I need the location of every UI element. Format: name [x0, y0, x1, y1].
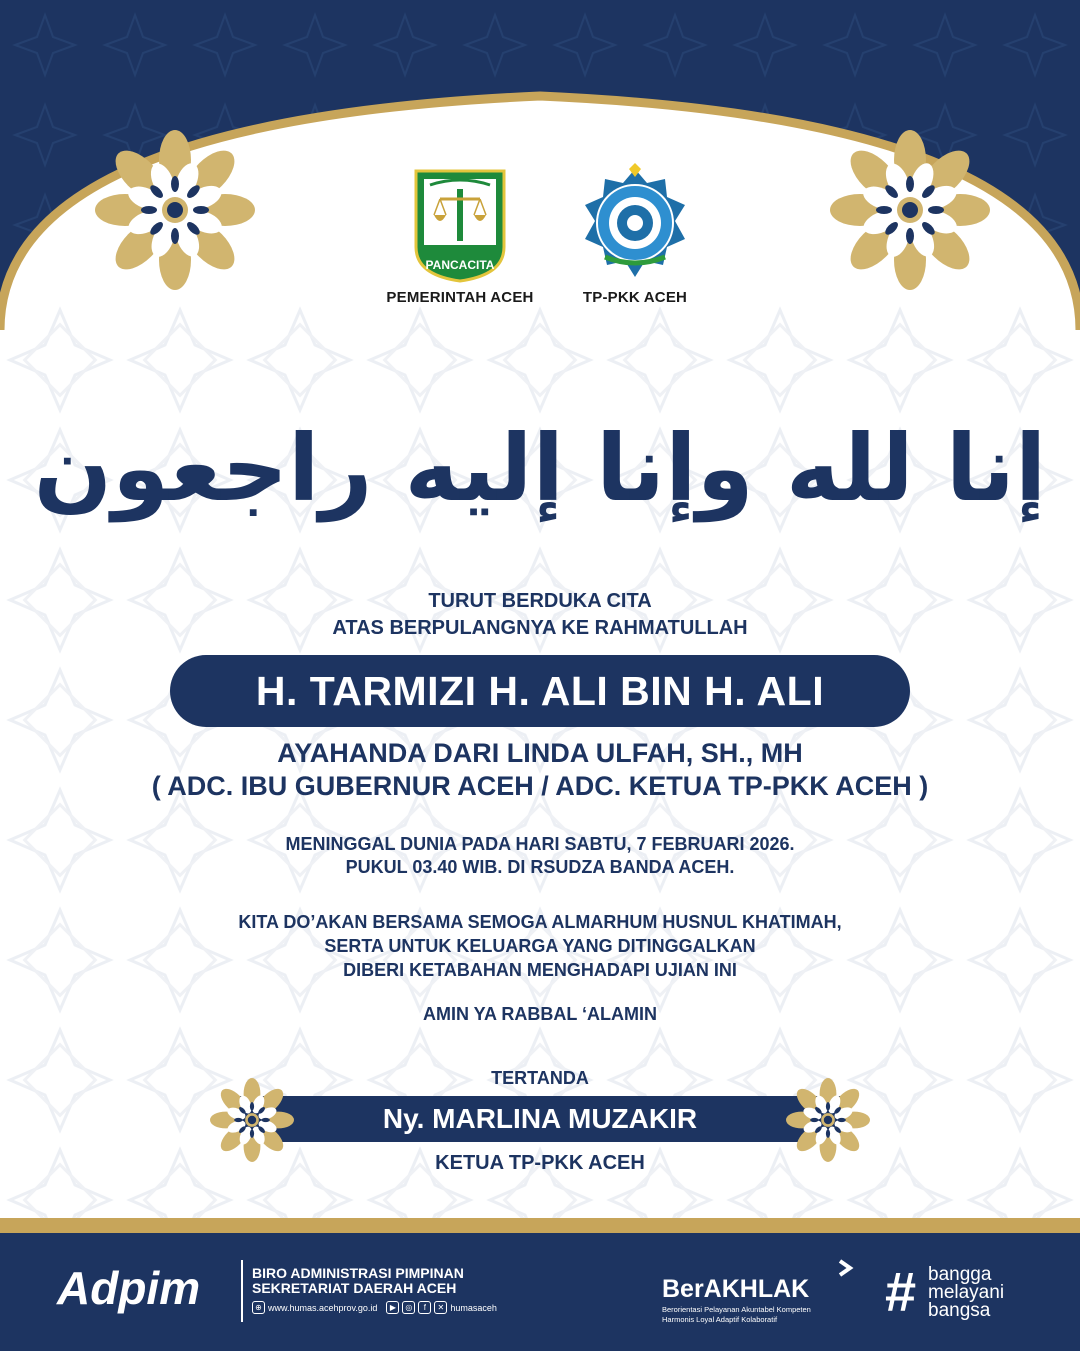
berakhlak-chevron-icon — [836, 1257, 858, 1279]
berakhlak-tagline-2: Harmonis Loyal Adaptif Kolaboratif — [662, 1315, 778, 1324]
tp-pkk-caption: TP-PKK ACEH — [582, 289, 688, 306]
pemerintah-aceh-logo-block — [375, 165, 545, 306]
website-link[interactable]: www.humas.acehprov.go.id — [268, 1302, 378, 1313]
social-row — [252, 1301, 497, 1314]
death-info-line-2: PUKUL 03.40 WIB. DI RSUDZA BANDA ACEH. — [345, 857, 735, 877]
signatory-name-banner: Ny. MARLINA MUZAKIR — [240, 1096, 840, 1142]
youtube-icon[interactable]: ▶ — [386, 1301, 399, 1314]
condolence-line-2: ATAS BERPULANGNYA KE RAHMATULLAH — [332, 617, 748, 639]
biro-line-1: BIRO ADMINISTRASI PIMPINAN — [252, 1265, 464, 1281]
relation-line-1: AYAHANDA DARI LINDA ULFAH, SH., MH — [277, 738, 803, 768]
bangga-line-1: bangga — [928, 1264, 992, 1285]
berakhlak-tagline-1: Berorientasi Pelayanan Akuntabel Kompeten — [662, 1305, 811, 1314]
prayer-line-1: KITA DO’AKAN BERSAMA SEMOGA ALMARHUM HUSNUL KHATIMAH, — [238, 912, 842, 932]
prayer-line-3: DIBERI KETABAHAN MENGHADAPI UJIAN INI — [343, 960, 737, 980]
flower-ornament-icon — [210, 1078, 294, 1162]
istirja-text: إنا لله وإنا إليه راجعون — [33, 415, 1047, 522]
condolence-line-1: TURUT BERDUKA CITA — [428, 590, 652, 612]
facebook-icon[interactable]: f — [418, 1301, 431, 1314]
footer-divider — [241, 1260, 243, 1322]
pancacita-label: PANCACITA — [425, 258, 495, 272]
amin-line: AMIN YA RABBAL ‘ALAMIN — [422, 1004, 657, 1024]
berakhlak-tagline — [662, 1305, 811, 1325]
pemerintah-aceh-caption: PEMERINTAH ACEH — [386, 289, 534, 306]
web-icon[interactable]: ⊕ — [252, 1301, 265, 1314]
relation-line-2: ( ADC. IBU GUBERNUR ACEH / ADC. KETUA TP-PKK ACEH ) — [151, 771, 929, 801]
flower-ornament-icon — [786, 1078, 870, 1162]
bangga-line-3: bangsa — [928, 1300, 991, 1321]
signatory-title: KETUA TP-PKK ACEH — [435, 1152, 645, 1174]
signature-label: TERTANDA — [491, 1068, 589, 1088]
x-icon[interactable]: ✕ — [434, 1301, 447, 1314]
adpim-logo-text: Adpim — [57, 1262, 201, 1314]
flower-ornament-icon — [830, 130, 990, 290]
hashtag-icon: # — [885, 1260, 917, 1323]
berakhlak-logo-text: BerAKHLAK — [662, 1275, 810, 1303]
arabic-calligraphy — [33, 340, 1047, 570]
tp-pkk-logo-block — [560, 165, 710, 306]
flower-ornament-icon — [95, 130, 255, 290]
adpim-logo — [55, 1258, 235, 1318]
death-info-line-1: MENINGGAL DUNIA PADA HARI SABTU, 7 FEBRUARI 2026. — [285, 834, 795, 854]
pancacita-emblem-icon — [410, 165, 510, 283]
social-handle[interactable]: humasaceh — [450, 1302, 497, 1313]
tp-pkk-emblem-icon — [575, 165, 695, 283]
prayer-line-2: SERTA UNTUK KELUARGA YANG DITINGGALKAN — [324, 936, 756, 956]
instagram-icon[interactable]: ◎ — [402, 1301, 415, 1314]
deceased-name-banner: H. TARMIZI H. ALI BIN H. ALI — [170, 655, 910, 727]
bangga-line-2: melayani — [928, 1282, 1005, 1303]
bangga-melayani-bangsa — [928, 1266, 1004, 1320]
biro-line-2: SEKRETARIAT DAERAH ACEH — [252, 1280, 457, 1296]
biro-title — [252, 1266, 464, 1296]
footer-gold-stripe — [0, 1218, 1080, 1233]
